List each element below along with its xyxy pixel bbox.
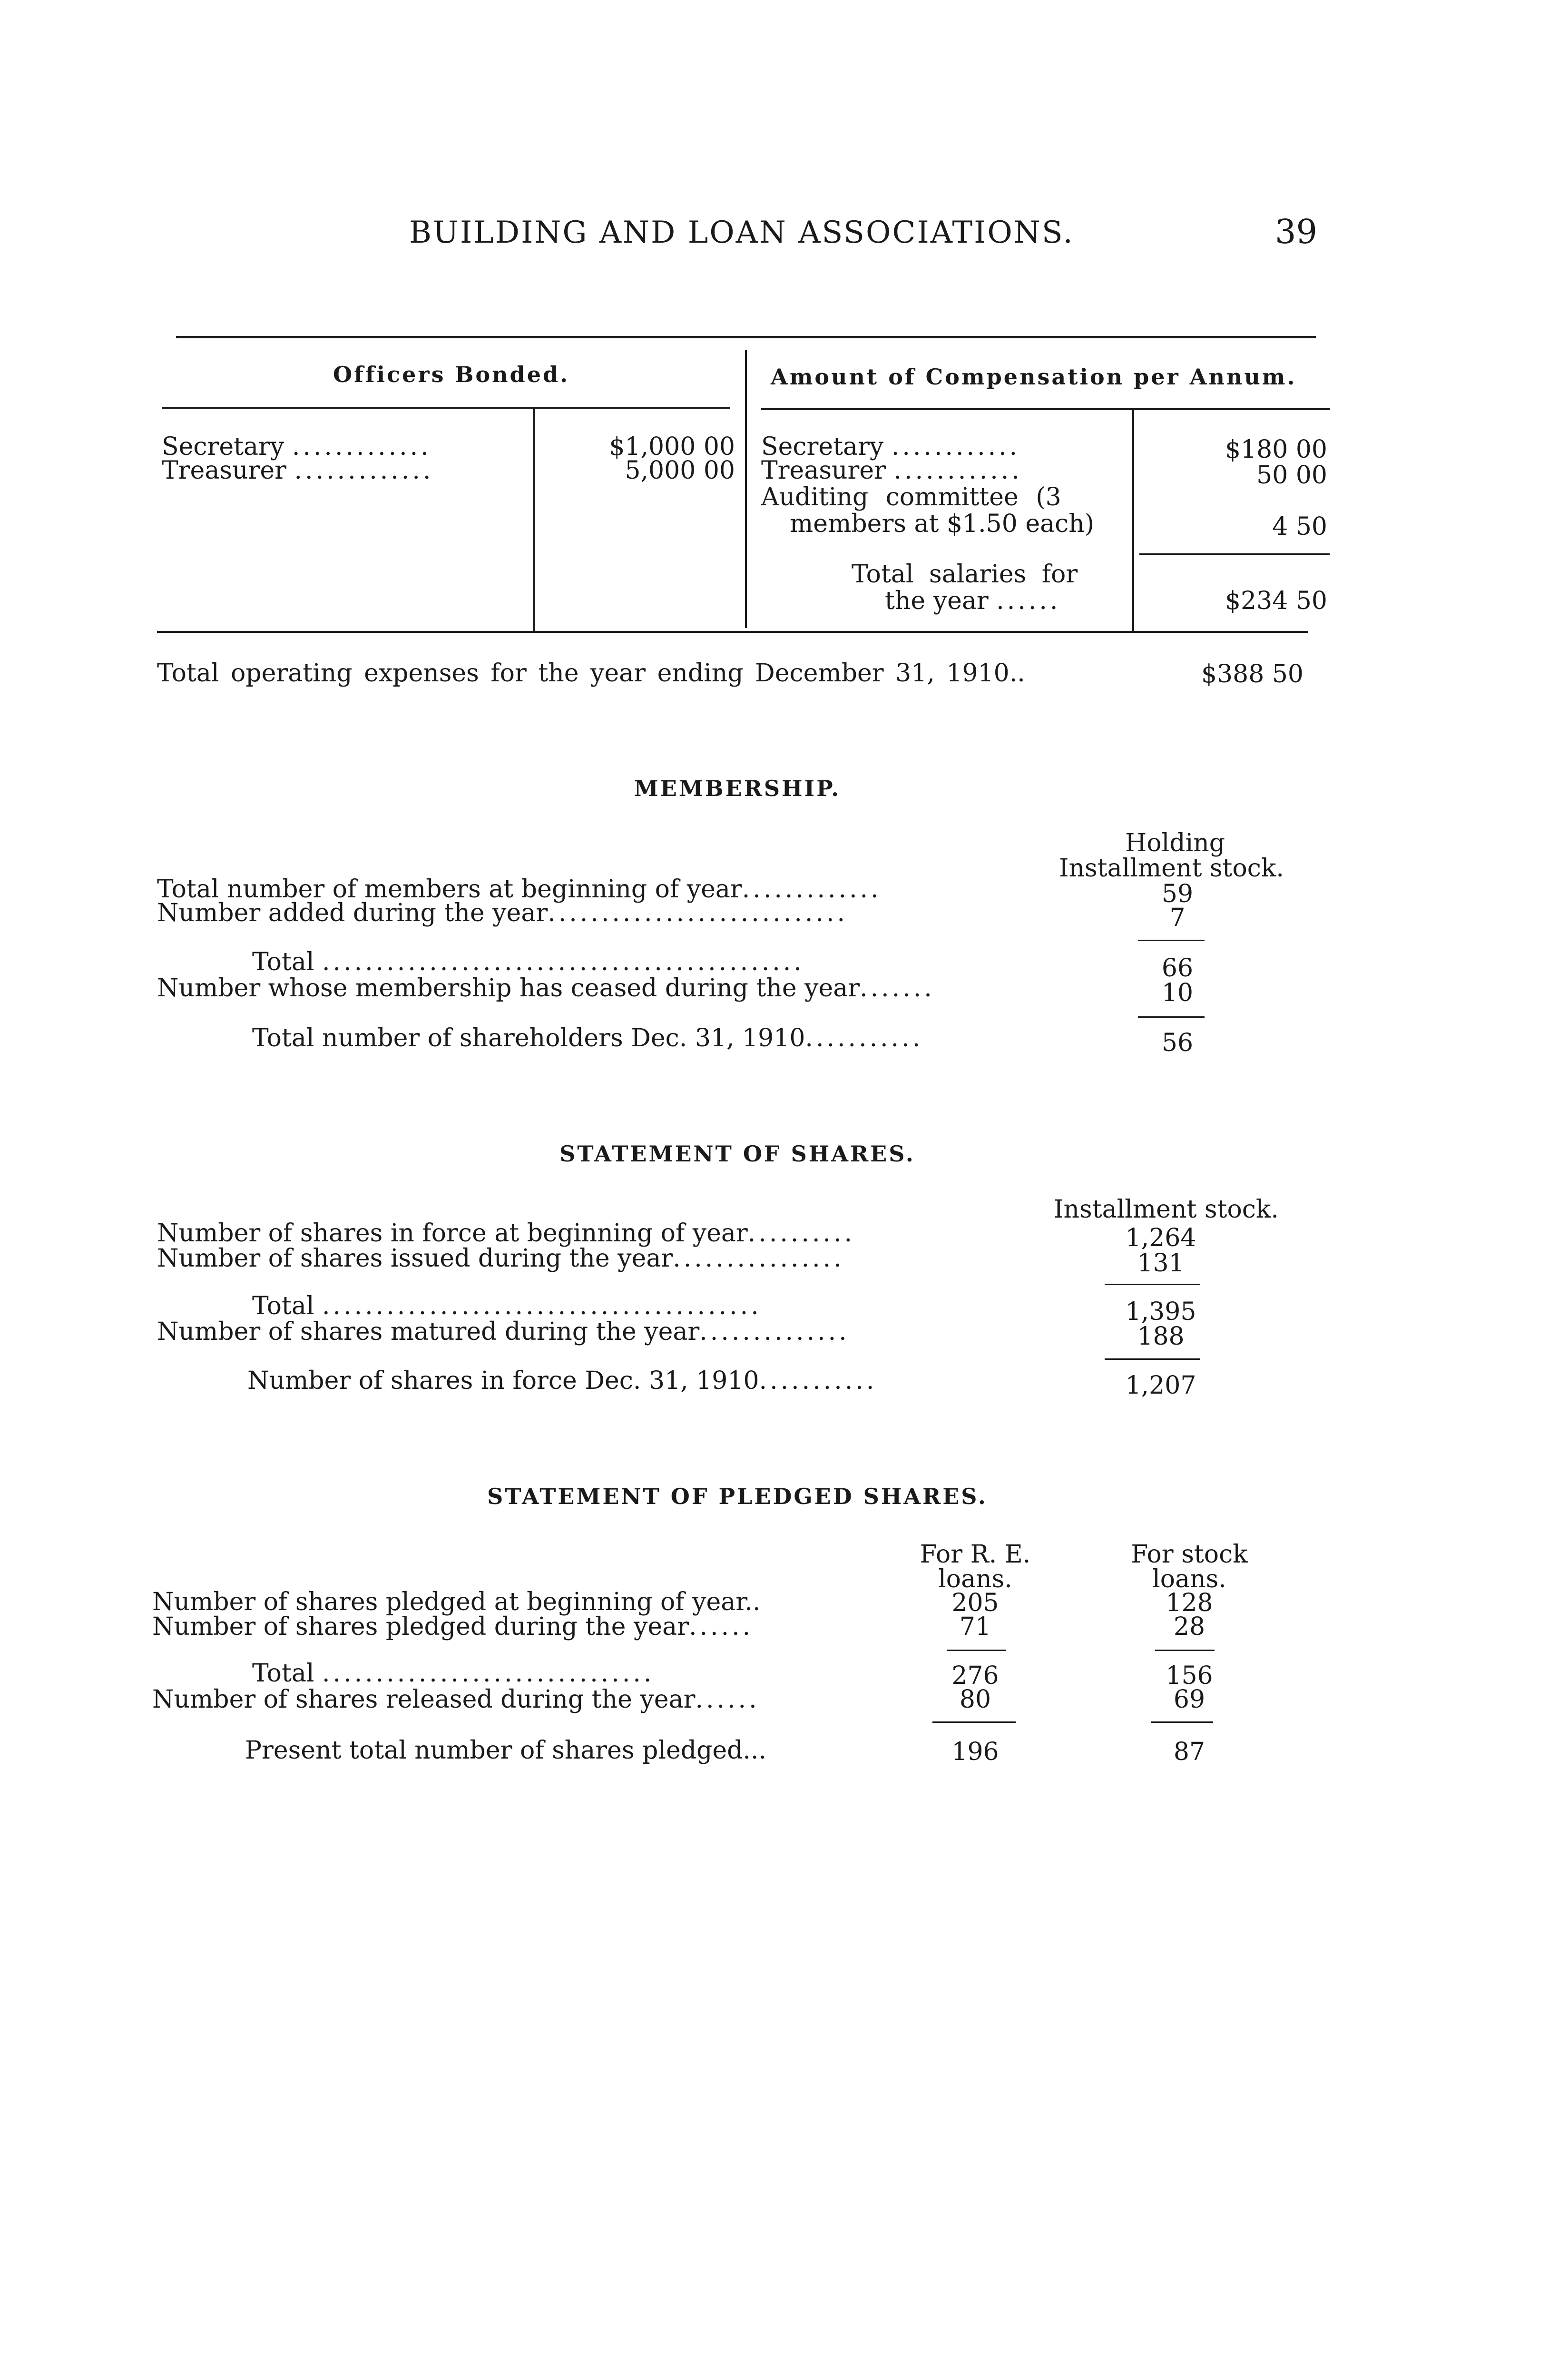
bonded-amount-divider (533, 409, 535, 633)
pledged-rule-re-1 (947, 1650, 1006, 1651)
operating-expenses-amount: $388 50 (1201, 660, 1303, 688)
shares-heading: STATEMENT OF SHARES. (559, 1141, 915, 1167)
shares-row-total-value: 1,395 (1125, 1298, 1196, 1326)
pledged-rule-re-2 (932, 1721, 1016, 1723)
membership-row-begin-value: 59 (1161, 880, 1194, 908)
pledged-row-during-stock: 28 (1173, 1612, 1205, 1641)
shares-row-matured-label: Number of shares matured during the year.............. (157, 1317, 850, 1346)
bonded-secretary-amount: $1,000 00 (609, 433, 735, 461)
comp-auditing-label-2: members at $1.50 each) (790, 510, 1095, 538)
pledged-rule-stock-1 (1155, 1650, 1215, 1651)
running-head: BUILDING AND LOAN ASSOCIATIONS. (409, 215, 1074, 250)
shares-row-final-value: 1,207 (1125, 1371, 1196, 1400)
shares-row-final-label: Number of shares in force Dec. 31, 1910........... (247, 1366, 877, 1395)
membership-row-total-value: 66 (1161, 954, 1194, 983)
membership-col-holding: Holding (1125, 829, 1225, 857)
comp-total-label-1: Total salaries for (852, 560, 1078, 589)
pledged-row-released-stock: 69 (1173, 1685, 1205, 1714)
officers-bonded-heading: Officers Bonded. (333, 362, 570, 387)
comp-subtotal-rule (1139, 553, 1330, 555)
shares-row-matured-value: 188 (1137, 1322, 1185, 1351)
comp-secretary-label: Secretary ............ (761, 433, 1020, 461)
pledged-row-begin-label: Number of shares pledged at beginning of year.. (152, 1588, 761, 1616)
pledged-row-total-stock: 156 (1166, 1661, 1213, 1690)
shares-row-begin-label: Number of shares in force at beginning of year.......... (157, 1219, 855, 1248)
membership-row-total-label: Total ............................................. (252, 948, 804, 976)
membership-row-added-value: 7 (1169, 904, 1186, 932)
table-top-rule (176, 336, 1316, 338)
compensation-heading: Amount of Compensation per Annum. (771, 364, 1297, 390)
pledged-row-begin-stock: 128 (1166, 1589, 1213, 1617)
pledged-col-re-2: loans. (938, 1565, 1012, 1593)
bonded-treasurer-amount: 5,000 00 (625, 456, 735, 485)
bonded-treasurer-label: Treasurer ............. (162, 456, 434, 485)
shares-col-installment: Installment stock. (1054, 1195, 1279, 1224)
pledged-row-during-label: Number of shares pledged during the year...... (152, 1612, 754, 1641)
membership-rule-2 (1138, 1016, 1205, 1018)
membership-row-ceased-label: Number whose membership has ceased during the year....... (157, 974, 935, 1003)
comp-auditing-label-1: Auditing committee (3 (761, 483, 1061, 511)
pledged-row-during-re: 71 (959, 1612, 991, 1641)
bonded-header-rule (162, 407, 730, 409)
page-number: 39 (1275, 212, 1318, 251)
shares-row-begin-value: 1,264 (1125, 1224, 1196, 1252)
membership-row-begin-label: Total number of members at beginning of year............. (157, 875, 882, 904)
membership-row-ceased-value: 10 (1161, 979, 1194, 1007)
membership-row-final-label: Total number of shareholders Dec. 31, 1910........... (252, 1024, 923, 1052)
membership-row-final-value: 56 (1161, 1029, 1194, 1057)
comp-amount-divider (1132, 410, 1134, 631)
pledged-heading: STATEMENT OF PLEDGED SHARES. (487, 1484, 988, 1509)
pledged-row-total-re: 276 (951, 1661, 999, 1690)
pledged-row-released-re: 80 (959, 1685, 991, 1714)
table-center-divider (745, 350, 747, 628)
pledged-row-final-label: Present total number of shares pledged... (245, 1736, 767, 1765)
comp-total-label-2: the year ...... (885, 587, 1061, 615)
shares-row-issued-value: 131 (1137, 1249, 1185, 1278)
pledged-rule-stock-2 (1151, 1721, 1213, 1723)
pledged-row-begin-re: 205 (951, 1589, 999, 1617)
membership-row-added-label: Number added during the year............................ (157, 899, 848, 927)
membership-col-installment: Installment stock. (1059, 854, 1284, 883)
membership-rule-1 (1138, 940, 1205, 941)
membership-heading: MEMBERSHIP. (634, 776, 841, 801)
comp-treasurer-amount: 50 00 (1256, 461, 1327, 490)
shares-row-total-label: Total ......................................... (252, 1292, 762, 1320)
comp-header-rule (761, 408, 1330, 410)
bonded-secretary-label: Secretary ............. (162, 433, 431, 461)
comp-total-amount: $234 50 (1225, 587, 1327, 615)
pledged-row-final-stock: 87 (1173, 1738, 1205, 1766)
pledged-row-total-label: Total ............................... (252, 1659, 655, 1688)
operating-expenses-label: Total operating expenses for the year ending December 31, 1910.. (157, 659, 1025, 688)
pledged-col-re-1: For R. E. (920, 1540, 1031, 1569)
comp-treasurer-label: Treasurer ............ (761, 456, 1022, 485)
pledged-row-released-label: Number of shares released during the year...... (152, 1685, 760, 1714)
comp-auditing-amount: 4 50 (1272, 512, 1327, 541)
comp-secretary-amount: $180 00 (1225, 435, 1327, 464)
pledged-col-stock-1: For stock (1131, 1540, 1248, 1569)
pledged-col-stock-2: loans. (1152, 1565, 1226, 1593)
shares-rule-2 (1105, 1358, 1200, 1360)
shares-row-issued-label: Number of shares issued during the year................ (157, 1244, 844, 1273)
pledged-row-final-re: 196 (951, 1738, 999, 1766)
shares-rule-1 (1105, 1284, 1200, 1285)
table-bottom-rule (157, 631, 1308, 633)
